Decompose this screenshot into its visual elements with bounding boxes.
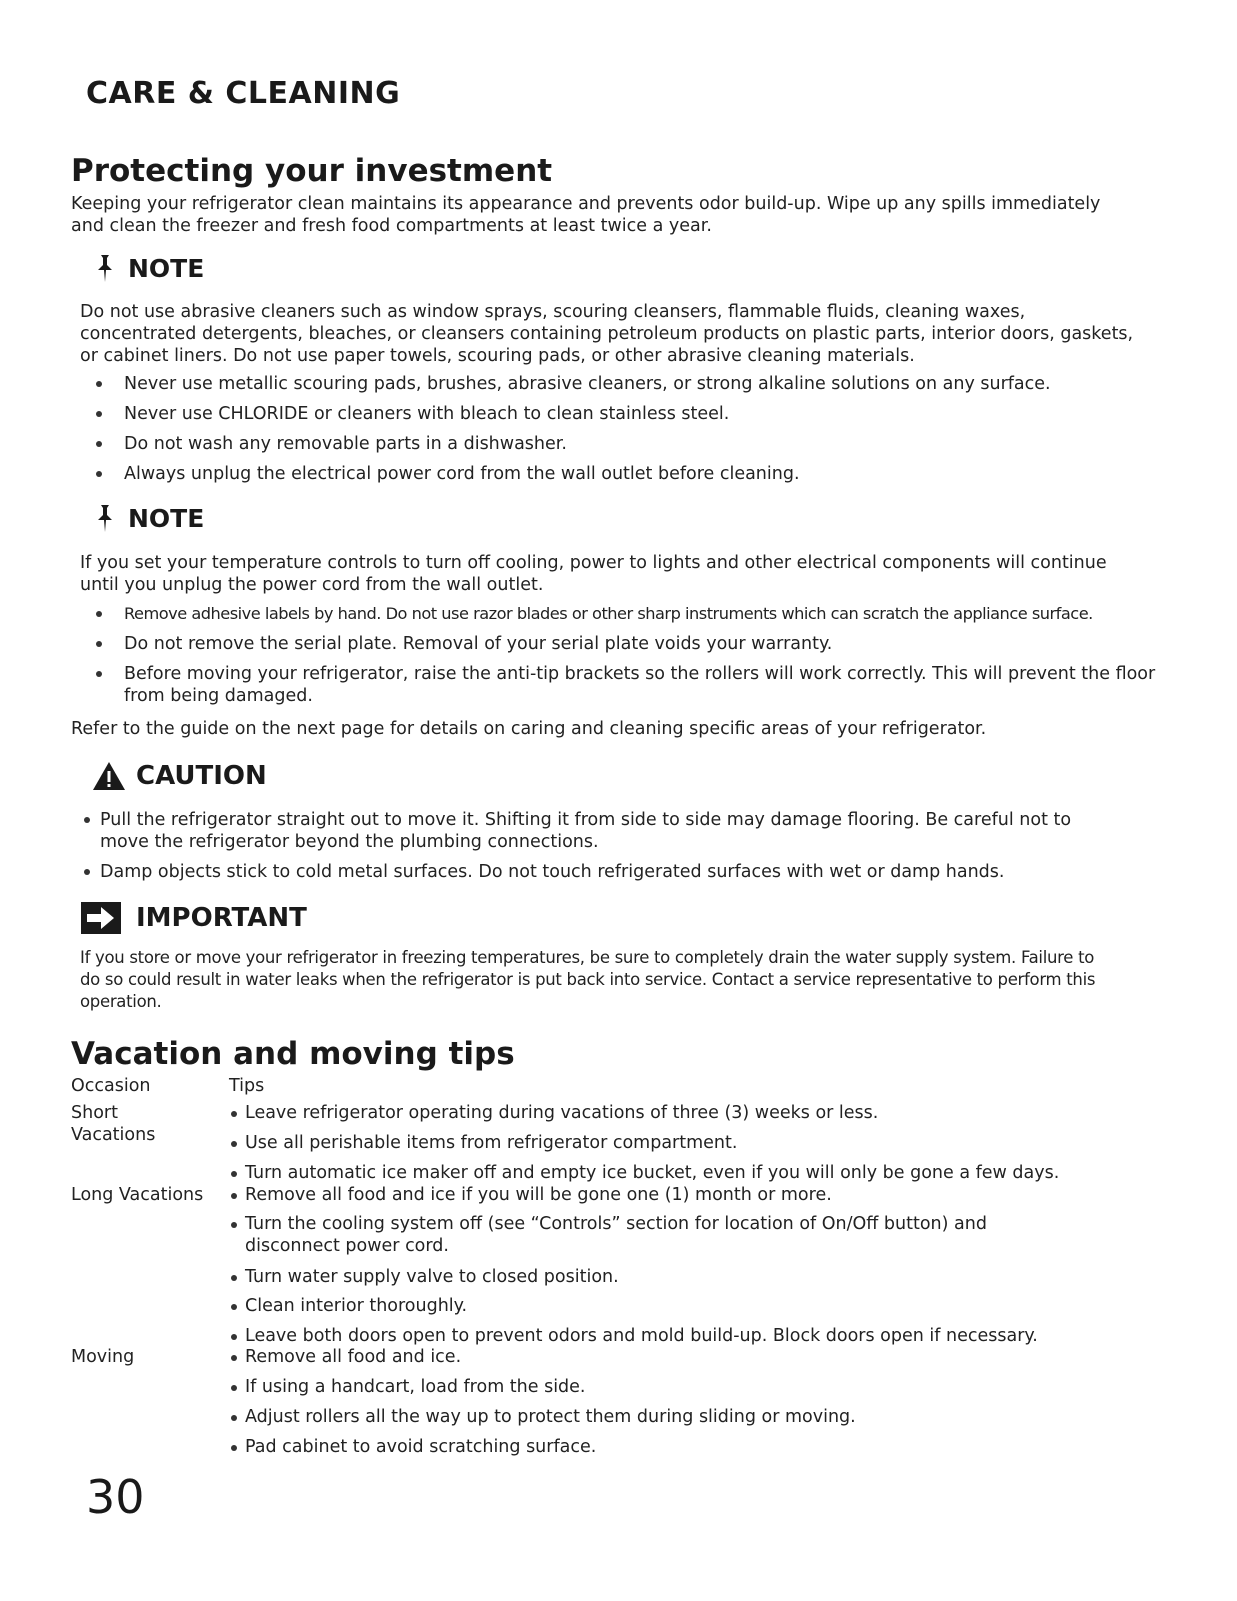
protecting-intro: Keeping your refrigerator clean maintains its appearance and prevents odor build-up. Wipe up any spills immediately and clean the freezer and fresh food compartments at least twice a year. bbox=[71, 194, 1101, 236]
caution-label: CAUTION bbox=[136, 761, 267, 791]
section-title: CARE & CLEANING bbox=[86, 76, 401, 111]
tip-item: Leave refrigerator operating during vacations of three (3) weeks or less. bbox=[229, 1102, 1145, 1124]
caution-list bbox=[80, 809, 1100, 891]
list-item: Never use CHLORIDE or cleaners with bleach to clean stainless steel. bbox=[80, 403, 1160, 425]
tip-item: Pad cabinet to avoid scratching surface. bbox=[229, 1436, 1145, 1458]
list-item: Before moving your refrigerator, raise the anti-tip brackets so the rollers will work correctly. This will prevent the floor from being damaged. bbox=[80, 663, 1160, 707]
note-label: NOTE bbox=[128, 503, 205, 533]
warning-triangle-icon bbox=[92, 760, 126, 792]
note-heading-2 bbox=[92, 503, 204, 533]
tip-item: Remove all food and ice if you will be gone one (1) month or more. bbox=[229, 1184, 1145, 1206]
arrow-box-icon bbox=[80, 901, 122, 935]
tip-item: Leave both doors open to prevent odors and mold build-up. Block doors open if necessary. bbox=[229, 1325, 1145, 1347]
column-header-occasion: Occasion bbox=[71, 1076, 151, 1096]
tip-item: Turn water supply valve to closed position. bbox=[229, 1266, 1145, 1288]
important-heading bbox=[80, 901, 307, 935]
column-header-tips: Tips bbox=[229, 1076, 265, 1096]
caution-heading bbox=[92, 760, 267, 792]
note-2-list bbox=[80, 603, 1160, 715]
tip-item: Turn automatic ice maker off and empty ice bucket, even if you will only be gone a few days. bbox=[229, 1162, 1145, 1184]
list-item: Never use metallic scouring pads, brushes, abrasive cleaners, or strong alkaline solutions on any surface. bbox=[80, 373, 1160, 395]
important-text: If you store or move your refrigerator in freezing temperatures, be sure to completely drain the water supply system. Failure to do so could result in water leaks when the refrigerator is put back into service. Contact a service representative to perform this operation. bbox=[80, 948, 1096, 1011]
tip-item: Turn the cooling system off (see “Controls” section for location of On/Off button) and disconnect power cord. bbox=[229, 1213, 1085, 1257]
list-item: Do not wash any removable parts in a dishwasher. bbox=[80, 433, 1160, 455]
tip-item: Remove all food and ice. bbox=[229, 1346, 1145, 1368]
pushpin-icon bbox=[92, 503, 118, 533]
list-item: Do not remove the serial plate. Removal of your serial plate voids your warranty. bbox=[80, 633, 1160, 655]
list-item: Damp objects stick to cold metal surfaces. Do not touch refrigerated surfaces with wet or damp hands. bbox=[80, 861, 1100, 883]
protecting-heading: Protecting your investment bbox=[71, 153, 553, 189]
note-heading-1 bbox=[92, 253, 204, 283]
list-item: Pull the refrigerator straight out to move it. Shifting it from side to side may damage flooring. Be careful not to move the refrigerator beyond the plumbing connections. bbox=[80, 809, 1100, 853]
note-label: NOTE bbox=[128, 253, 205, 283]
tip-item: Clean interior thoroughly. bbox=[229, 1295, 1145, 1317]
note-1-list bbox=[80, 373, 1160, 493]
note-1-text: Do not use abrasive cleaners such as window sprays, scouring cleansers, flammable fluids, cleaning waxes, concentrated detergents, bleaches, or cleansers containing petroleum products on plastic parts, interior doors, gaskets, or cabinet liners. Do not use paper towels, scouring pads, or other abrasive cleaning materials. bbox=[80, 302, 1134, 366]
occasion-long: Long Vacations bbox=[71, 1185, 204, 1205]
note-2-text: If you set your temperature controls to turn off cooling, power to lights and other electrical components will continue until you unplug the power cord from the wall outlet. bbox=[80, 553, 1107, 595]
pushpin-icon bbox=[92, 253, 118, 283]
important-label: IMPORTANT bbox=[136, 903, 307, 933]
list-item: Always unplug the electrical power cord from the wall outlet before cleaning. bbox=[80, 463, 1160, 485]
page-number: 30 bbox=[86, 1470, 145, 1524]
tip-item: Adjust rollers all the way up to protect them during sliding or moving. bbox=[229, 1406, 1145, 1428]
tip-item: If using a handcart, load from the side. bbox=[229, 1376, 1145, 1398]
refer-text: Refer to the guide on the next page for details on caring and cleaning specific areas of your refrigerator. bbox=[71, 719, 987, 739]
occasion-short: Short Vacations bbox=[71, 1103, 156, 1145]
vacation-heading: Vacation and moving tips bbox=[71, 1036, 515, 1072]
occasion-moving: Moving bbox=[71, 1347, 135, 1367]
list-item: Remove adhesive labels by hand. Do not use razor blades or other sharp instruments which can scratch the appliance surface. bbox=[80, 603, 1160, 625]
tip-item: Use all perishable items from refrigerator compartment. bbox=[229, 1132, 1145, 1154]
